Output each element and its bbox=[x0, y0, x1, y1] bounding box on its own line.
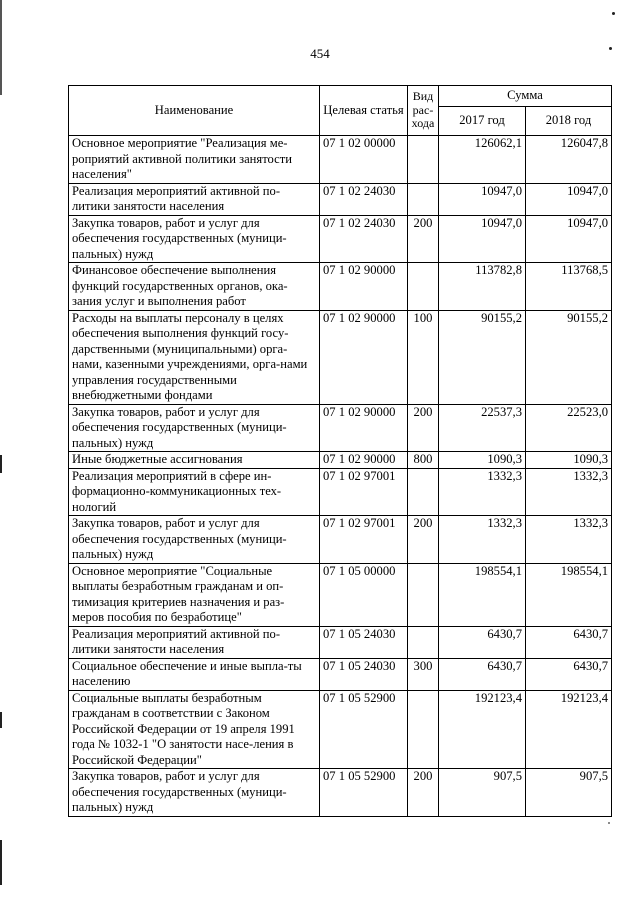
scan-edge-mark bbox=[0, 712, 2, 728]
scan-edge-mark bbox=[0, 455, 2, 473]
page-number: 454 bbox=[310, 46, 330, 61]
row-sum-2018: 1090,3 bbox=[526, 452, 612, 469]
header-type: Вид рас-ходa bbox=[408, 86, 439, 136]
row-sum-2018: 6430,7 bbox=[526, 658, 612, 690]
header-sum: Сумма bbox=[439, 86, 612, 107]
row-name: Закупка товаров, работ и услуг для обеспечения государственных (муници-пальных) нужд bbox=[69, 215, 320, 263]
row-sum-2017: 113782,8 bbox=[439, 263, 526, 311]
table-row bbox=[69, 215, 612, 263]
row-name: Финансовое обеспечение выполнения функций государственных органов, ока-зания услуг и выполнения работ bbox=[69, 263, 320, 311]
row-sum-2018: 22523,0 bbox=[526, 404, 612, 452]
row-sum-2017: 1090,3 bbox=[439, 452, 526, 469]
row-expense-type: 800 bbox=[408, 452, 439, 469]
row-sum-2017: 6430,7 bbox=[439, 626, 526, 658]
row-sum-2018: 126047,8 bbox=[526, 136, 612, 184]
row-sum-2017: 22537,3 bbox=[439, 404, 526, 452]
row-name: Закупка товаров, работ и услуг для обеспечения государственных (муници-пальных) нужд bbox=[69, 404, 320, 452]
scan-dot bbox=[608, 822, 610, 824]
table-row bbox=[69, 468, 612, 516]
row-expense-type bbox=[408, 263, 439, 311]
row-expense-type: 100 bbox=[408, 310, 439, 404]
row-target-code: 07 1 05 24030 bbox=[320, 658, 408, 690]
row-name: Расходы на выплаты персоналу в целях обеспечения выполнения функций госу-дарственными (муниципальными) орга-нами, казенными учреждениями, орга-нами управления государственными внебюджетными фондами bbox=[69, 310, 320, 404]
row-expense-type bbox=[408, 626, 439, 658]
table-row bbox=[69, 769, 612, 817]
row-sum-2018: 907,5 bbox=[526, 769, 612, 817]
header-code: Целевая статья bbox=[320, 86, 408, 136]
row-sum-2017: 198554,1 bbox=[439, 563, 526, 626]
row-target-code: 07 1 02 24030 bbox=[320, 183, 408, 215]
row-target-code: 07 1 02 90000 bbox=[320, 263, 408, 311]
row-sum-2018: 1332,3 bbox=[526, 468, 612, 516]
row-sum-2017: 907,5 bbox=[439, 769, 526, 817]
budget-table bbox=[68, 85, 612, 817]
row-target-code: 07 1 02 90000 bbox=[320, 404, 408, 452]
row-expense-type bbox=[408, 136, 439, 184]
scan-dot bbox=[612, 12, 615, 15]
header-name: Наименование bbox=[69, 86, 320, 136]
scan-edge-mark bbox=[0, 840, 2, 885]
row-target-code: 07 1 02 00000 bbox=[320, 136, 408, 184]
row-sum-2018: 1332,3 bbox=[526, 516, 612, 564]
row-name: Иные бюджетные ассигнования bbox=[69, 452, 320, 469]
row-name: Реализация мероприятий в сфере ин-формационно-коммуникационных тех-нологий bbox=[69, 468, 320, 516]
row-sum-2017: 1332,3 bbox=[439, 516, 526, 564]
row-name: Основное мероприятие "Реализация ме-роприятий активной политики занятости населения" bbox=[69, 136, 320, 184]
row-sum-2018: 198554,1 bbox=[526, 563, 612, 626]
row-name: Реализация мероприятий активной по-литики занятости населения bbox=[69, 626, 320, 658]
row-sum-2018: 90155,2 bbox=[526, 310, 612, 404]
row-sum-2018: 113768,5 bbox=[526, 263, 612, 311]
row-target-code: 07 1 05 00000 bbox=[320, 563, 408, 626]
row-name: Основное мероприятие "Социальные выплаты безработным гражданам и оп-тимизация критериев назначения и раз-меров пособия по безработице" bbox=[69, 563, 320, 626]
table-row bbox=[69, 516, 612, 564]
row-target-code: 07 1 02 97001 bbox=[320, 516, 408, 564]
row-name: Закупка товаров, работ и услуг для обеспечения государственных (муници-пальных) нужд bbox=[69, 769, 320, 817]
row-expense-type: 200 bbox=[408, 404, 439, 452]
row-name: Социальное обеспечение и иные выпла-ты населению bbox=[69, 658, 320, 690]
scan-dot bbox=[609, 47, 612, 50]
row-sum-2018: 10947,0 bbox=[526, 215, 612, 263]
table-row bbox=[69, 658, 612, 690]
row-sum-2018: 6430,7 bbox=[526, 626, 612, 658]
row-expense-type: 300 bbox=[408, 658, 439, 690]
row-expense-type: 200 bbox=[408, 516, 439, 564]
row-expense-type bbox=[408, 468, 439, 516]
header-year-2017: 2017 год bbox=[439, 107, 526, 136]
row-target-code: 07 1 05 52900 bbox=[320, 690, 408, 769]
row-sum-2017: 1332,3 bbox=[439, 468, 526, 516]
row-sum-2017: 90155,2 bbox=[439, 310, 526, 404]
row-name: Социальные выплаты безработным гражданам в соответствии с Законом Российской Федерации от 19 апреля 1991 года № 1032-1 "О занятости насе-ления в Российской Федерации" bbox=[69, 690, 320, 769]
scan-edge-mark bbox=[0, 0, 2, 95]
row-sum-2017: 10947,0 bbox=[439, 183, 526, 215]
row-sum-2017: 126062,1 bbox=[439, 136, 526, 184]
table-row bbox=[69, 404, 612, 452]
table-row bbox=[69, 183, 612, 215]
table-row bbox=[69, 263, 612, 311]
table-row bbox=[69, 452, 612, 469]
table-row bbox=[69, 626, 612, 658]
row-expense-type bbox=[408, 183, 439, 215]
row-sum-2018: 192123,4 bbox=[526, 690, 612, 769]
row-name: Закупка товаров, работ и услуг для обеспечения государственных (муници-пальных) нужд bbox=[69, 516, 320, 564]
row-target-code: 07 1 05 24030 bbox=[320, 626, 408, 658]
table-row bbox=[69, 310, 612, 404]
row-target-code: 07 1 02 24030 bbox=[320, 215, 408, 263]
table-row bbox=[69, 563, 612, 626]
header-year-2018: 2018 год bbox=[526, 107, 612, 136]
row-expense-type bbox=[408, 563, 439, 626]
row-sum-2017: 6430,7 bbox=[439, 658, 526, 690]
row-sum-2017: 10947,0 bbox=[439, 215, 526, 263]
row-target-code: 07 1 05 52900 bbox=[320, 769, 408, 817]
row-expense-type bbox=[408, 690, 439, 769]
row-expense-type: 200 bbox=[408, 215, 439, 263]
row-expense-type: 200 bbox=[408, 769, 439, 817]
row-target-code: 07 1 02 97001 bbox=[320, 468, 408, 516]
row-sum-2018: 10947,0 bbox=[526, 183, 612, 215]
row-sum-2017: 192123,4 bbox=[439, 690, 526, 769]
table-row bbox=[69, 690, 612, 769]
row-target-code: 07 1 02 90000 bbox=[320, 452, 408, 469]
row-target-code: 07 1 02 90000 bbox=[320, 310, 408, 404]
table-row bbox=[69, 136, 612, 184]
row-name: Реализация мероприятий активной по-литики занятости населения bbox=[69, 183, 320, 215]
